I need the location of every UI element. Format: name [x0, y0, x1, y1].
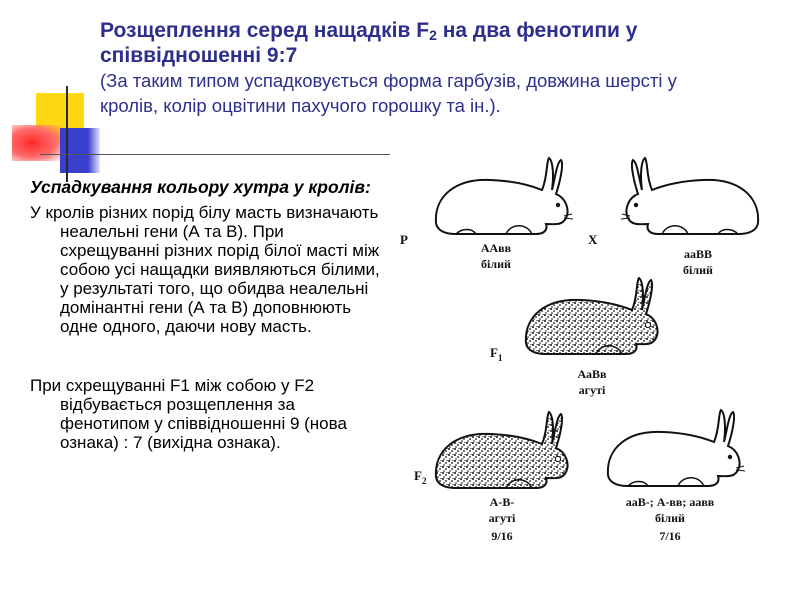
title-main-part1: Розщеплення серед нащадків F	[100, 19, 430, 42]
decor-vertical-line	[66, 86, 68, 182]
generation-p-label: P	[400, 232, 408, 247]
f2-agouti-ratio: 9/16	[491, 529, 513, 543]
parent1-phenotype: білий	[481, 257, 511, 271]
f1-genotype: АаВв	[577, 367, 607, 381]
generation-f1-letter: F	[490, 345, 498, 360]
generation-f2-label	[414, 468, 427, 486]
rabbit-parent1-image	[436, 158, 573, 234]
title-note: (За таким типом успадковується форма гарбузів, довжина шерсті у кролів, колір оцвітини пахучого горошку та ін.).	[100, 70, 677, 116]
parent2-phenotype: білий	[683, 263, 713, 277]
rabbit-f1-image	[526, 278, 658, 354]
f2-white-genotype: ааВ-; А-вв; аавв	[625, 495, 715, 509]
decor-horizontal-line	[40, 154, 390, 155]
generation-f1-subscript: 1	[497, 353, 503, 363]
generation-f1-label	[490, 345, 503, 363]
slide-title	[100, 18, 740, 118]
generation-f2-subscript: 2	[421, 476, 427, 486]
cross-symbol: X	[588, 232, 598, 247]
rabbit-cross-diagram	[396, 150, 776, 550]
f2-agouti-genotype: А-В-	[489, 495, 515, 509]
f1-phenotype: агуті	[578, 383, 606, 397]
rabbit-f2-agouti-image	[436, 412, 568, 488]
f2-white-ratio: 7/16	[659, 529, 681, 543]
parent2-genotype: ааВВ	[683, 247, 713, 261]
rabbit-parent2-image	[621, 158, 758, 234]
generation-f2-letter: F	[414, 468, 422, 483]
decor-red-square	[12, 125, 62, 161]
section-heading: Успадкування кольору хутра у кролів:	[30, 177, 371, 197]
f2-agouti-phenotype: агуті	[488, 511, 516, 525]
paragraph-1: У кролів різних порід білу масть визначають неалельні гени (А та В). При схрещуванні різних порід білої масті між собою усі нащадки виявляються білими, у результаті того, що обидва неалельні домінантні гени (А та В) доповнюють одне одного, даючи нову масть.	[30, 203, 380, 336]
title-subscript: 2	[429, 27, 437, 43]
title-main	[100, 18, 740, 68]
title-main-part2: на два фенотипи у співвідношенні 9:7	[100, 19, 638, 67]
rabbit-f2-white-image	[608, 410, 745, 486]
f2-white-phenotype: білий	[655, 511, 685, 525]
body-text	[30, 178, 380, 452]
paragraph-2: При схрещуванні F1 між собою у F2 відбувається розщеплення за фенотипом у співвідношенні 9 (нова ознака) : 7 (вихідна ознака).	[30, 376, 347, 452]
parent1-genotype: ААвв	[480, 241, 512, 255]
